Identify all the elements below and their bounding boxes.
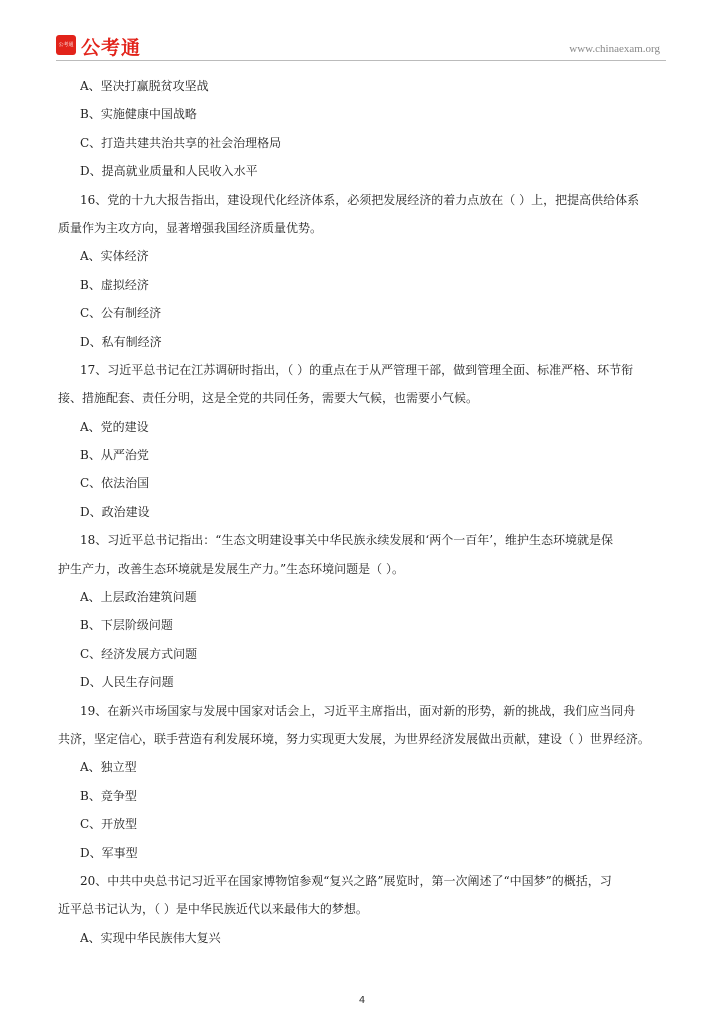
option-line: C、打造共建共治共享的社会治理格局	[80, 135, 282, 150]
option-line: B、下层阶级问题	[80, 618, 173, 633]
option-line: A、上层政治建筑问题	[80, 590, 197, 605]
question-19: 19、在新兴市场国家与发展中国家对话会上，习近平主席指出，面对新的形势，新的挑战，我们应当同舟	[80, 703, 636, 718]
question-19-continued: 共济，坚定信心，联手营造有利发展环境，努力实现更大发展，为世界经济发展做出贡献，建设（ ）世界经济。	[58, 731, 650, 746]
question-17: 17、习近平总书记在江苏调研时指出，（ ）的重点在于从严管理干部，做到管理全面、标准严格、环节衔	[80, 362, 634, 377]
header-divider	[56, 60, 666, 61]
option-line: C、公有制经济	[80, 306, 162, 321]
logo-icon: 公考通	[56, 35, 76, 55]
site-url: www.chinaexam.org	[569, 43, 660, 55]
option-line: D、军事型	[80, 845, 138, 860]
question-16-continued: 质量作为主攻方向，显著增强我国经济质量优势。	[58, 220, 323, 235]
question-20-continued: 近平总书记认为，（ ）是中华民族近代以来最伟大的梦想。	[58, 902, 368, 917]
question-18: 18、习近平总书记指出：“生态文明建设事关中华民族永续发展和‘两个一百年’，维护生态环境就是保	[80, 533, 614, 548]
option-line: A、坚决打赢脱贫攻坚战	[80, 79, 209, 93]
option-line: D、人民生存问题	[80, 675, 174, 690]
page-header	[56, 34, 666, 60]
option-line: B、从严治党	[80, 448, 149, 463]
question-16: 16、党的十九大报告指出，建设现代化经济体系，必须把发展经济的着力点放在（ ）上，把提高供给体系	[80, 192, 640, 207]
question-20: 20、中共中央总书记习近平在国家博物馆参观“复兴之路”展览时，第一次阐述了“中国梦”的概括，习	[80, 873, 612, 888]
option-line: C、开放型	[80, 817, 138, 832]
option-line: A、党的建设	[80, 419, 149, 434]
option-line: B、竞争型	[80, 788, 137, 803]
option-line: D、政治建设	[80, 504, 150, 519]
option-line: A、实现中华民族伟大复兴	[80, 930, 221, 945]
page-number: 4	[358, 995, 366, 1006]
option-line: B、实施健康中国战略	[80, 107, 197, 122]
document-body	[58, 72, 672, 952]
logo-text: 公考通	[81, 37, 142, 59]
question-18-continued: 护生产力，改善生态环境就是发展生产力。”生态环境问题是（ ）。	[58, 561, 404, 576]
option-line: C、经济发展方式问题	[80, 646, 198, 661]
question-17-continued: 接、措施配套、责任分明，这是全党的共同任务，需要大气候，也需要小气候。	[58, 391, 479, 406]
option-line: D、提高就业质量和人民收入水平	[80, 164, 258, 179]
option-line: A、实体经济	[80, 249, 149, 264]
option-line: C、依法治国	[80, 476, 150, 491]
option-line: A、独立型	[80, 760, 137, 775]
option-line: D、私有制经济	[80, 334, 162, 349]
option-line: B、虚拟经济	[80, 277, 149, 292]
